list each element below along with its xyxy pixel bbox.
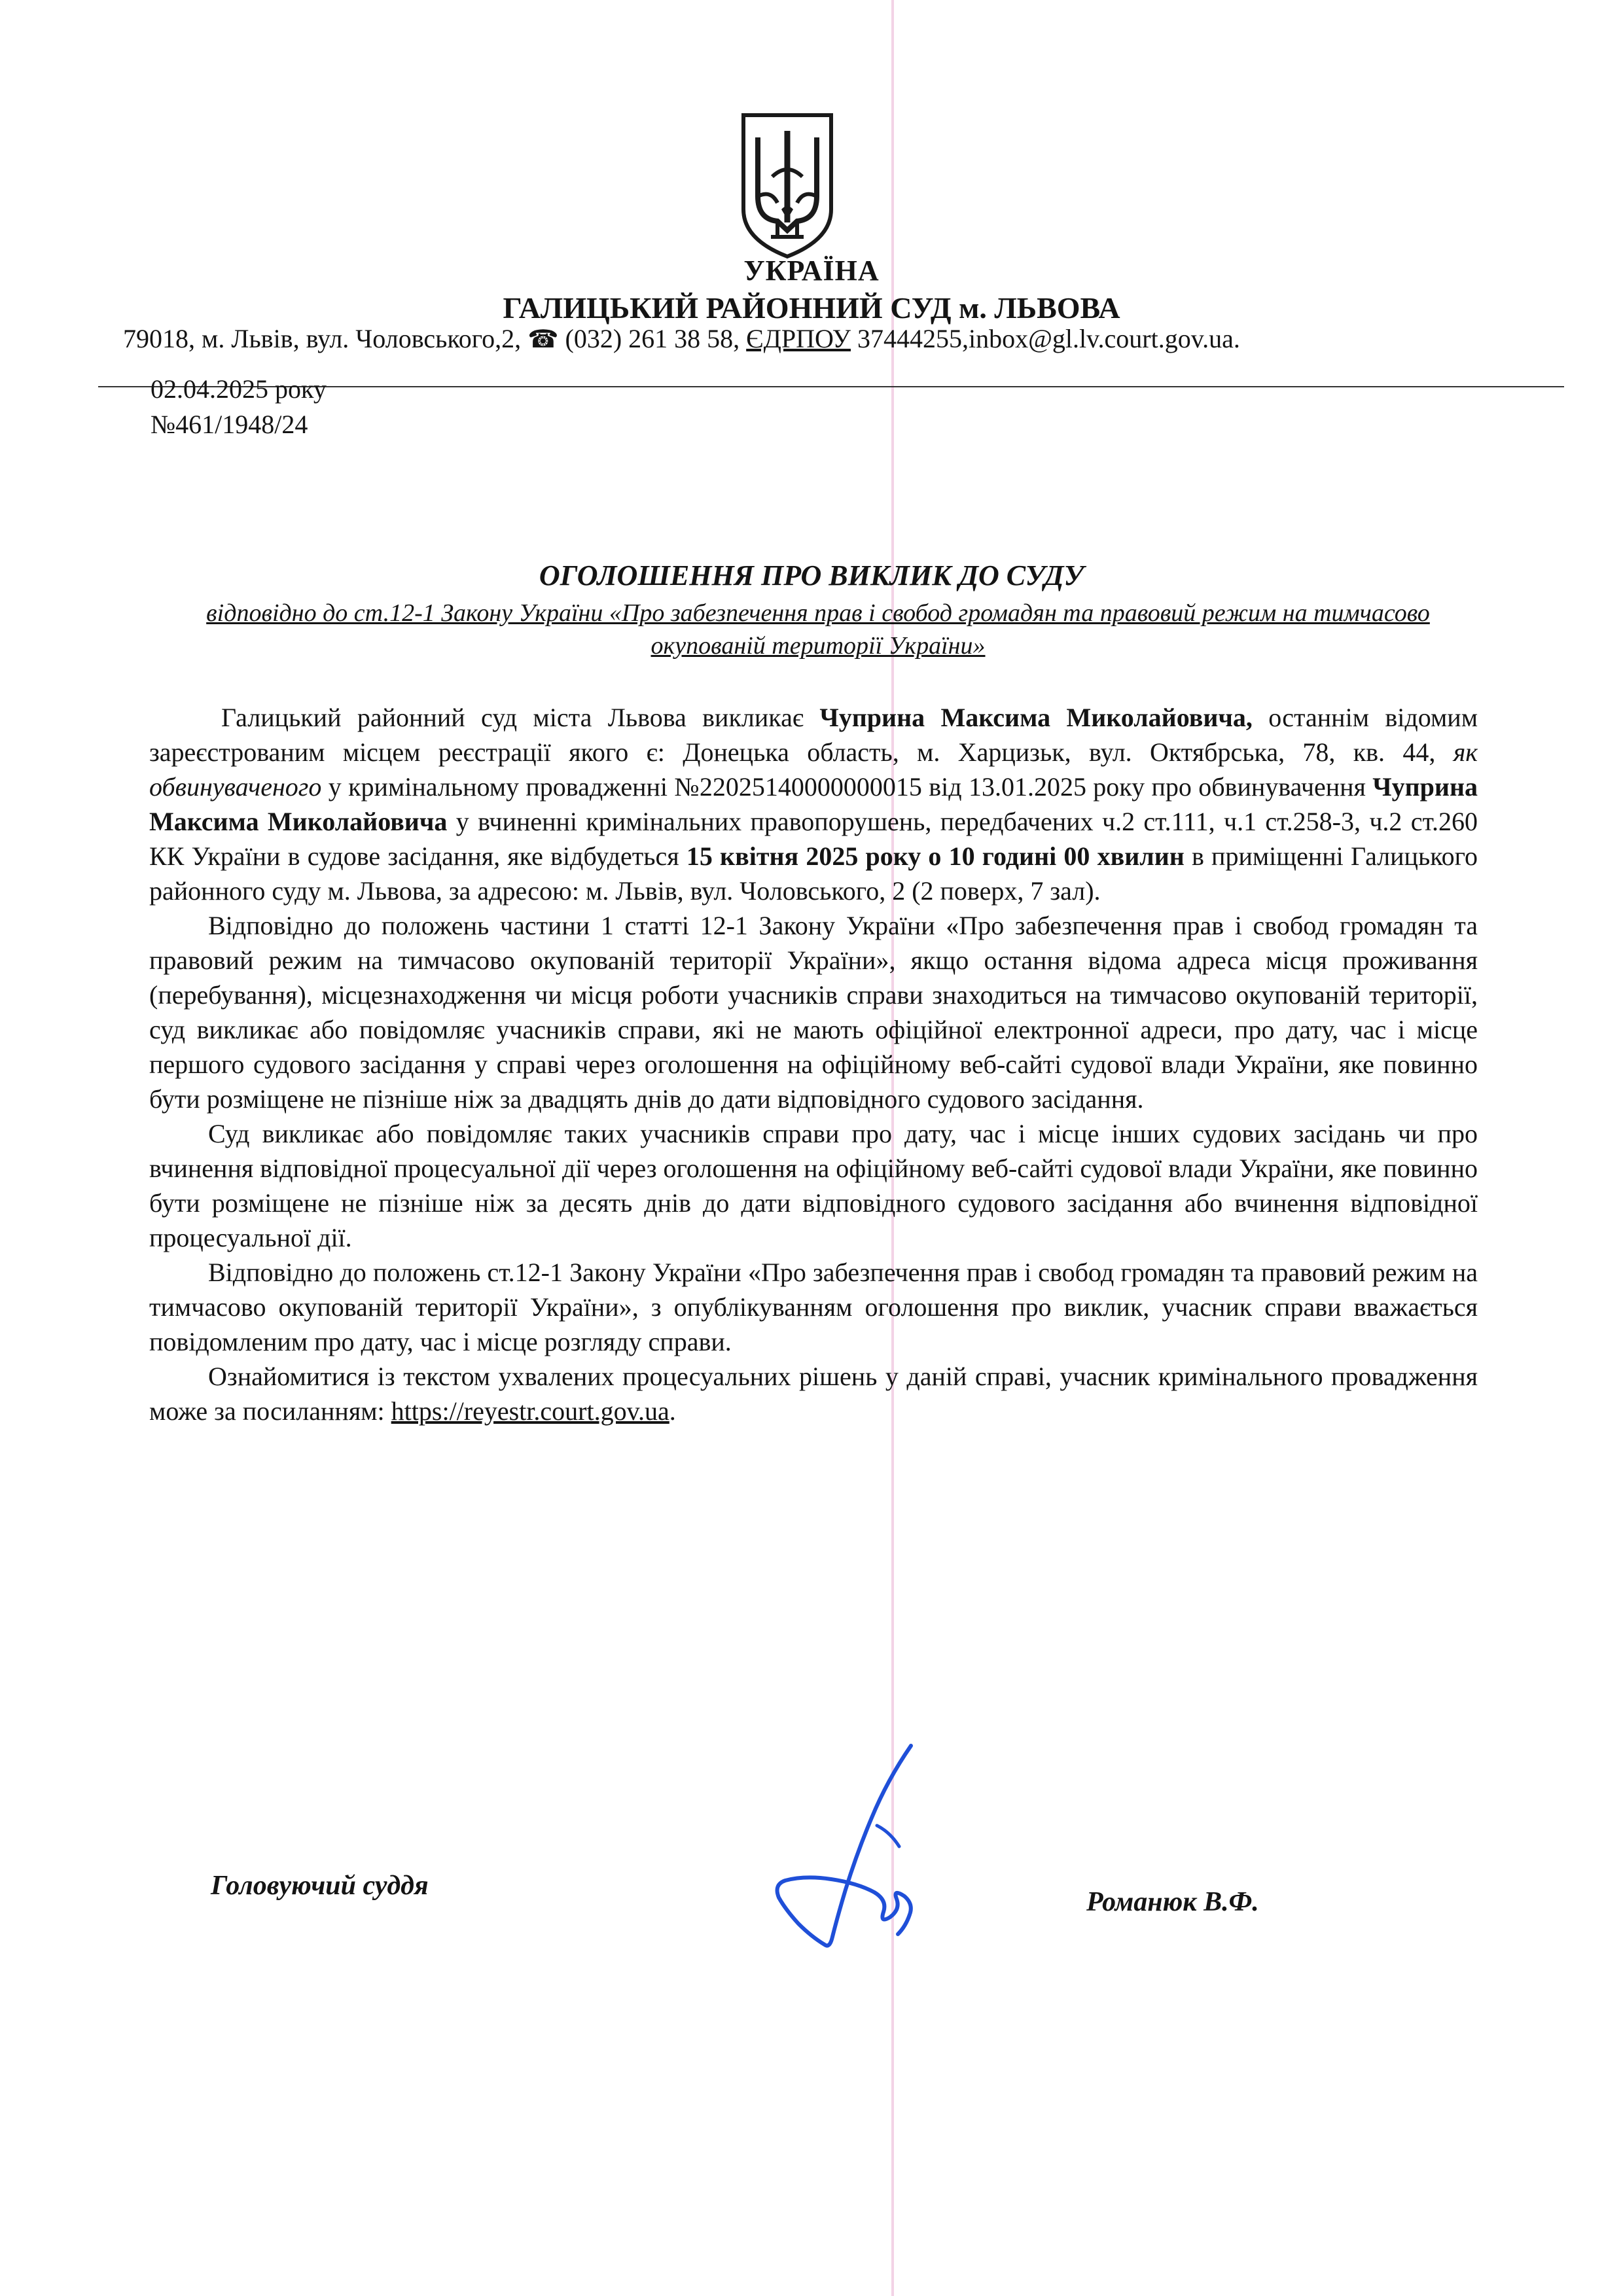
registry-date: 02.04.2025 року <box>151 374 327 404</box>
header-edrpou-email: 37444255,inbox@gl.lv.court.gov.ua. <box>850 324 1240 353</box>
signer-title: Головуючий суддя <box>211 1871 429 1901</box>
registry-link[interactable]: https://reyestr.court.gov.ua <box>391 1396 669 1426</box>
p1-text-2: останнім відомим зареєстрованим місцем реєстрації якого є: Донецька область, м. Харцизьк, вул. Октябрська, 78, кв. 44, <box>149 703 1478 767</box>
body-paragraph-5 <box>149 1359 1478 1428</box>
header-address: 79018, м. Львів, вул. Чоловського,2, <box>123 324 528 353</box>
p5-end: . <box>669 1396 676 1426</box>
p1-hearing-datetime: 15 квітня 2025 року о 10 годині 00 хвилин <box>686 841 1185 871</box>
document-subtitle: відповідно до ст.12-1 Закону України «Про забезпечення прав і свобод громадян та правовий режим на тимчасово окупованій території України» <box>206 599 1430 660</box>
p1-text-3: у кримінальному провадженні №22025140000000015 від 13.01.2025 року про обвинувачення <box>321 772 1373 802</box>
p1-text-1: Галицький районний суд міста Львова викликає <box>221 703 820 732</box>
p1-accused-name: Чуприна Максима Миколайовича, <box>819 703 1253 732</box>
p1-accused-name-2: Чуприна Максима Миколайовича <box>149 772 1478 836</box>
header-phone: (032) 261 38 58 <box>565 324 734 353</box>
header-contacts: 79018, м. Львів, вул. Чоловського,2, ☎ (032) 261 38 58, ЄДРПОУ 37444255,inbox@gl.lv.court.gov.ua. <box>123 324 1240 353</box>
p1-text-5: в приміщенні Галицького районного суду м. Львова, за адресою: м. Львів, вул. Чоловського, 2 (2 поверх, 7 зал). <box>149 841 1478 906</box>
body-paragraph-2: Відповідно до положень частини 1 статті 12-1 Закону України «Про забезпечення прав і свобод громадян та правовий режим на тимчасово окупованій території України», якщо остання відома адреса місця проживання (перебування), місцезнаходження чи місця роботи учасників справи знаходиться на тимчасово окупованій території, суд викликає або повідомляє учасників справи, які не мають офіційної електронної адреси, про дату, час і місце першого судового засідання у справі через оголошення на офіційному веб-сайті судової влади України, яке повинно бути розміщене не пізніше ніж за двадцять днів до дати відповідного судового засідання. <box>149 911 1478 1114</box>
p1-role: як обвинуваченого <box>149 737 1478 802</box>
registry-number: №461/1948/24 <box>151 410 308 439</box>
p5-text: Ознайомитися із текстом ухвалених процесуальних рішень у даній справі, учасник кримінального провадження може за посиланням: <box>149 1362 1478 1426</box>
body-paragraph-4: Відповідно до положень ст.12-1 Закону України «Про забезпечення прав і свобод громадян та правовий режим на тимчасово окупованій території України», з опублікуванням оголошення про виклик, учасник справи вважається повідомленим про дату, час і місце розгляду справи. <box>149 1258 1478 1356</box>
signer-name: Романюк В.Ф. <box>1086 1887 1259 1917</box>
header-edrpou-label: ЄДРПОУ <box>746 324 851 353</box>
telephone-icon: ☎ <box>527 326 559 353</box>
document-body <box>149 700 1478 1428</box>
header-court-name: ГАЛИЦЬКИЙ РАЙОННИЙ СУД м. ЛЬВОВА <box>503 291 1120 325</box>
header-country: УКРАЇНА <box>743 255 880 287</box>
handwritten-signature-icon <box>759 1740 969 1963</box>
body-paragraph-1 <box>149 700 1478 908</box>
trident-emblem-icon <box>738 111 836 260</box>
body-paragraph-3: Суд викликає або повідомляє таких учасників справи про дату, час і місце інших судових засідань чи про вчинення відповідної процесуальної дії через оголошення на офіційному веб-сайті судової влади України, яке повинно бути розміщене не пізніше ніж за десять днів до дати відповідного судового засідання або вчинення відповідної процесуальної дії. <box>149 1119 1478 1252</box>
document-title: ОГОЛОШЕННЯ ПРО ВИКЛИК ДО СУДУ <box>539 559 1084 592</box>
p1-text-4: у вчиненні кримінальних правопорушень, передбачених ч.2 ст.111, ч.1 ст.258-3, ч.2 ст.260 КК України в судове засідання, яке відбудеться <box>149 807 1478 871</box>
